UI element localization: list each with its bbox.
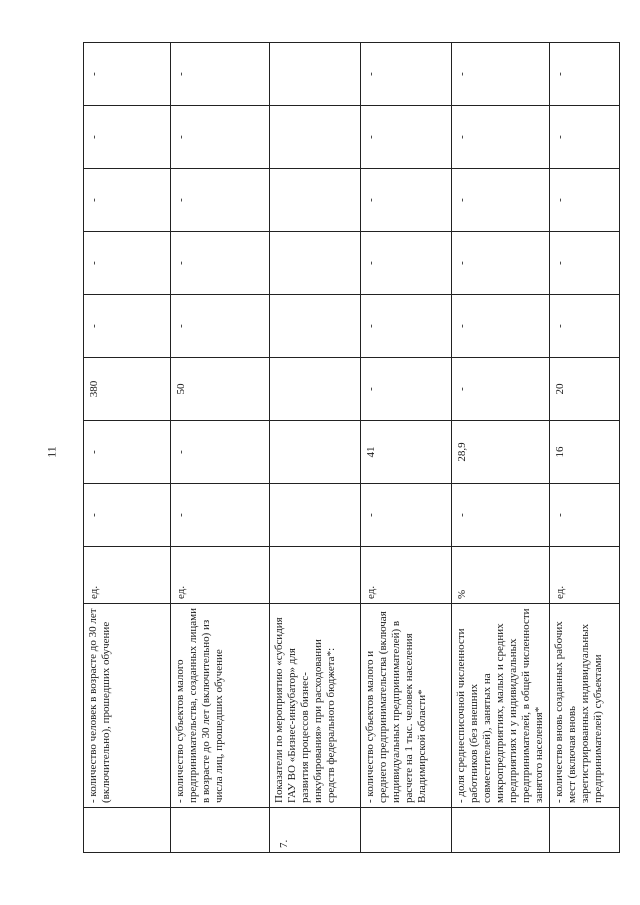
table-row: [361, 43, 452, 853]
value-cell: -: [171, 484, 270, 547]
value-cell: -: [550, 232, 620, 295]
value-cell: -: [84, 421, 171, 484]
unit-cell: ед.: [361, 547, 452, 604]
page-number: 11: [44, 446, 59, 458]
value-cell: [270, 232, 361, 295]
value-cell: -: [84, 43, 171, 106]
value-cell: 41: [361, 421, 452, 484]
unit-cell: [270, 547, 361, 604]
value-cell: -: [171, 106, 270, 169]
indicator-cell: - количество субъектов малого и среднего предпринимательства (включая индивидуальных предпринимателей) в расчете на 1 тыс. человек населения Владимирской области*: [361, 604, 452, 808]
value-cell: -: [361, 43, 452, 106]
value-cell: -: [84, 106, 171, 169]
value-cell: [270, 106, 361, 169]
value-cell: -: [84, 232, 171, 295]
table-row: [270, 43, 361, 853]
value-cell: -: [452, 484, 550, 547]
value-cell: -: [361, 295, 452, 358]
table-row: [452, 43, 550, 853]
indicator-cell: Показатели по мероприятию «субсидия ГАУ ВО «Бизнес-инкубатор» для развития процессов бизнес-инкубирования» при расходовании средств федерального бюджета*:: [270, 604, 361, 808]
row-number-cell: [452, 808, 550, 853]
value-cell: -: [361, 232, 452, 295]
value-cell: -: [550, 106, 620, 169]
unit-cell: %: [452, 547, 550, 604]
value-cell: -: [452, 43, 550, 106]
value-cell: -: [84, 484, 171, 547]
value-cell: -: [452, 295, 550, 358]
value-cell: [270, 421, 361, 484]
value-cell: -: [550, 295, 620, 358]
row-number-cell: [550, 808, 620, 853]
table-row: [84, 43, 171, 853]
value-cell: -: [452, 232, 550, 295]
value-cell: -: [171, 169, 270, 232]
value-cell: [270, 484, 361, 547]
value-cell: -: [550, 484, 620, 547]
value-cell: [270, 295, 361, 358]
value-cell: 16: [550, 421, 620, 484]
value-cell: -: [171, 232, 270, 295]
value-cell: 50: [171, 358, 270, 421]
indicator-cell: - количество субъектов малого предпринимательства, созданных лицами в возрасте до 30 лет (включительно) из числа лиц, прошедших обучение: [171, 604, 270, 808]
value-cell: -: [452, 106, 550, 169]
value-cell: -: [550, 169, 620, 232]
row-number-cell: [84, 808, 171, 853]
value-cell: -: [452, 358, 550, 421]
indicators-table: [83, 42, 620, 853]
indicator-cell: - доля среднесписочной численности работников (без внешних совместителей), занятых на микропредприятиях, малых и средних предприятиях и у индивидуальных предпринимателей, в общей численности занятого населения*: [452, 604, 550, 808]
unit-cell: ед.: [171, 547, 270, 604]
table-row: [171, 43, 270, 853]
value-cell: -: [84, 169, 171, 232]
value-cell: [270, 358, 361, 421]
value-cell: -: [171, 421, 270, 484]
value-cell: 380: [84, 358, 171, 421]
value-cell: 28,9: [452, 421, 550, 484]
value-cell: -: [84, 295, 171, 358]
value-cell: -: [452, 169, 550, 232]
table-row: [550, 43, 620, 853]
indicator-cell: - количество человек в возрасте до 30 лет (включительно), прошедших обучение: [84, 604, 171, 808]
value-cell: -: [361, 484, 452, 547]
value-cell: -: [171, 295, 270, 358]
value-cell: 20: [550, 358, 620, 421]
rotated-page-content: [83, 43, 611, 853]
value-cell: -: [550, 43, 620, 106]
value-cell: -: [361, 106, 452, 169]
table-body: [84, 43, 620, 853]
unit-cell: ед.: [550, 547, 620, 604]
row-number-cell: 7.: [270, 808, 361, 853]
indicator-cell: - количество вновь созданных рабочих мест (включая вновь зарегистрированных индивидуальных предпринимателей) субъектами: [550, 604, 620, 808]
value-cell: -: [361, 358, 452, 421]
value-cell: -: [171, 43, 270, 106]
row-number-cell: [171, 808, 270, 853]
row-number-cell: [361, 808, 452, 853]
value-cell: [270, 43, 361, 106]
value-cell: -: [361, 169, 452, 232]
unit-cell: ед.: [84, 547, 171, 604]
value-cell: [270, 169, 361, 232]
